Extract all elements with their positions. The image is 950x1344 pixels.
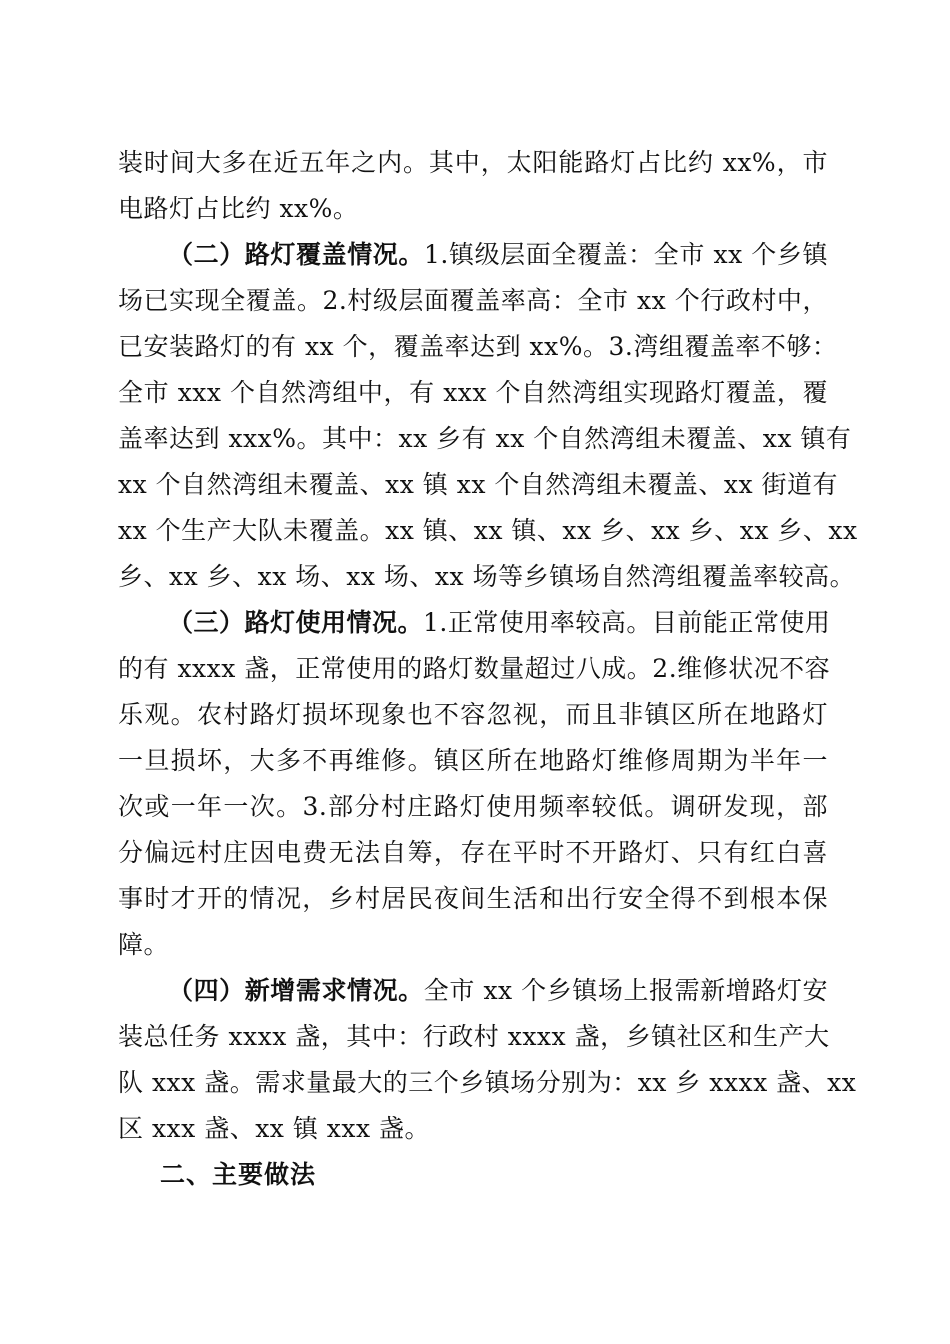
- demand-first-line-rest: 全市 xx 个乡镇场上报需新增路灯安: [423, 976, 828, 1005]
- usage-first-line-rest: 1.正常使用率较高。目前能正常使用: [423, 608, 831, 637]
- usage-title: （三）路灯使用情况。: [168, 608, 424, 637]
- demand-line-3: 区 xxx 盏、xx 镇 xxx 盏。: [118, 1114, 431, 1143]
- coverage-title: （二）路灯覆盖情况。: [168, 240, 425, 269]
- intro-line-1: 装时间大多在近五年之内。其中，太阳能路灯占比约 xx%，市: [118, 148, 828, 177]
- usage-line-1: 的有 xxxx 盏，正常使用的路灯数量超过八成。2.维修状况不容: [118, 654, 831, 683]
- coverage-line-4: 盖率达到 xxx%。其中：xx 乡有 xx 个自然湾组未覆盖、xx 镇有: [118, 424, 852, 453]
- section-heading: 二、主要做法: [160, 1160, 317, 1189]
- coverage-line-5: xx 个自然湾组未覆盖、xx 镇 xx 个自然湾组未覆盖、xx 街道有: [118, 470, 839, 499]
- demand-line-2: 队 xxx 盏。需求量最大的三个乡镇场分别为：xx 乡 xxxx 盏、xx: [118, 1068, 857, 1097]
- demand-line-1: 装总任务 xxxx 盏，其中：行政村 xxxx 盏，乡镇社区和生产大: [118, 1022, 830, 1051]
- demand-title: （四）新增需求情况。: [168, 976, 424, 1005]
- intro-line-2: 电路灯占比约 xx%。: [118, 194, 359, 223]
- usage-line-7: 障。: [118, 930, 170, 959]
- usage-line-5: 分偏远村庄因电费无法自筹，存在平时不开路灯、只有红白喜: [118, 838, 828, 867]
- usage-first-line: [168, 608, 831, 638]
- coverage-line-1: 场已实现全覆盖。2.村级层面覆盖率高：全市 xx 个行政村中，: [118, 286, 828, 315]
- coverage-line-7: 乡、xx 乡、xx 场、xx 场、xx 场等乡镇场自然湾组覆盖率较高。: [118, 562, 856, 591]
- usage-line-4: 次或一年一次。3.部分村庄路灯使用频率较低。调研发现，部: [118, 792, 828, 821]
- usage-line-3: 一旦损坏，大多不再维修。镇区所在地路灯维修周期为半年一: [118, 746, 828, 775]
- coverage-first-line: [168, 240, 828, 270]
- usage-line-2: 乐观。农村路灯损坏现象也不容忽视，而且非镇区所在地路灯: [118, 700, 828, 729]
- coverage-line-2: 已安装路灯的有 xx 个，覆盖率达到 xx%。3.湾组覆盖率不够：: [118, 332, 838, 361]
- coverage-line-3: 全市 xxx 个自然湾组中，有 xxx 个自然湾组实现路灯覆盖，覆: [118, 378, 828, 407]
- coverage-line-6: xx 个生产大队未覆盖。xx 镇、xx 镇、xx 乡、xx 乡、xx 乡、xx: [118, 516, 858, 545]
- usage-line-6: 事时才开的情况，乡村居民夜间生活和出行安全得不到根本保: [118, 884, 828, 913]
- coverage-first-line-rest: 1.镇级层面全覆盖：全市 xx 个乡镇: [424, 240, 828, 269]
- demand-first-line: [168, 976, 828, 1006]
